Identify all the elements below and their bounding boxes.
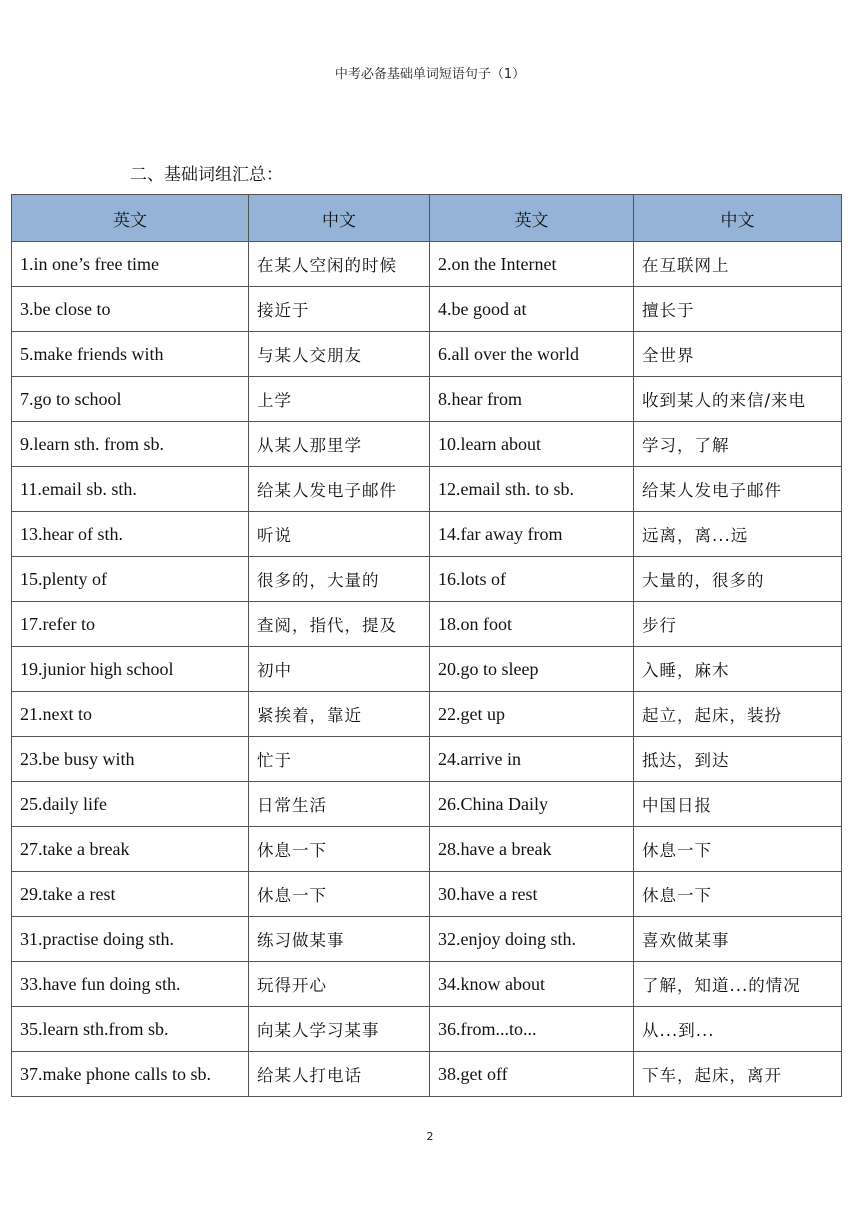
phrase-chinese: 向某人学习某事	[249, 1007, 430, 1052]
header-english-1: 英文	[12, 195, 249, 242]
phrase-chinese: 从...到...	[634, 1007, 842, 1052]
table-row	[12, 782, 842, 827]
phrase-chinese: 了解，知道...的情况	[634, 962, 842, 1007]
phrase-chinese: 休息一下	[249, 827, 430, 872]
table-row	[12, 962, 842, 1007]
table-row	[12, 557, 842, 602]
phrase-chinese: 紧挨着，靠近	[249, 692, 430, 737]
phrase-english: 25.daily life	[12, 782, 249, 827]
header-chinese-2: 中文	[634, 195, 842, 242]
phrase-chinese: 忙于	[249, 737, 430, 782]
phrase-chinese: 收到某人的来信/来电	[634, 377, 842, 422]
phrase-chinese: 休息一下	[634, 872, 842, 917]
phrase-chinese: 给某人发电子邮件	[249, 467, 430, 512]
phrase-english: 7.go to school	[12, 377, 249, 422]
phrase-english: 5.make friends with	[12, 332, 249, 377]
phrase-english: 11.email sb. sth.	[12, 467, 249, 512]
phrase-english: 20.go to sleep	[430, 647, 634, 692]
phrase-english: 4.be good at	[430, 287, 634, 332]
phrase-english: 24.arrive in	[430, 737, 634, 782]
phrase-chinese: 大量的，很多的	[634, 557, 842, 602]
phrase-chinese: 中国日报	[634, 782, 842, 827]
phrase-english: 13.hear of sth.	[12, 512, 249, 557]
phrase-english: 26.China Daily	[430, 782, 634, 827]
phrase-chinese: 听说	[249, 512, 430, 557]
phrase-english: 31.practise doing sth.	[12, 917, 249, 962]
table-row	[12, 602, 842, 647]
phrase-chinese: 入睡，麻木	[634, 647, 842, 692]
table-row	[12, 1007, 842, 1052]
phrase-chinese: 日常生活	[249, 782, 430, 827]
phrase-english: 27.take a break	[12, 827, 249, 872]
phrase-english: 19.junior high school	[12, 647, 249, 692]
phrase-chinese: 与某人交朋友	[249, 332, 430, 377]
phrase-english: 9.learn sth. from sb.	[12, 422, 249, 467]
phrase-english: 38.get off	[430, 1052, 634, 1097]
vocabulary-table	[11, 194, 842, 1097]
phrase-chinese: 步行	[634, 602, 842, 647]
phrase-english: 17.refer to	[12, 602, 249, 647]
phrase-english: 22.get up	[430, 692, 634, 737]
phrase-chinese: 喜欢做某事	[634, 917, 842, 962]
table-row	[12, 827, 842, 872]
phrase-english: 16.lots of	[430, 557, 634, 602]
phrase-english: 3.be close to	[12, 287, 249, 332]
table-row	[12, 512, 842, 557]
phrase-english: 2.on the Internet	[430, 242, 634, 287]
phrase-chinese: 远离，离...远	[634, 512, 842, 557]
phrase-english: 37.make phone calls to sb.	[12, 1052, 249, 1097]
phrase-chinese: 休息一下	[249, 872, 430, 917]
phrase-english: 32.enjoy doing sth.	[430, 917, 634, 962]
phrase-english: 29.take a rest	[12, 872, 249, 917]
phrase-chinese: 给某人打电话	[249, 1052, 430, 1097]
phrase-english: 33.have fun doing sth.	[12, 962, 249, 1007]
table-row	[12, 242, 842, 287]
phrase-english: 6.all over the world	[430, 332, 634, 377]
table-row	[12, 377, 842, 422]
phrase-english: 35.learn sth.from sb.	[12, 1007, 249, 1052]
table-row	[12, 1052, 842, 1097]
phrase-chinese: 抵达，到达	[634, 737, 842, 782]
phrase-english: 10.learn about	[430, 422, 634, 467]
phrase-english: 21.next to	[12, 692, 249, 737]
phrase-chinese: 从某人那里学	[249, 422, 430, 467]
table-row	[12, 647, 842, 692]
phrase-chinese: 接近于	[249, 287, 430, 332]
header-chinese-1: 中文	[249, 195, 430, 242]
phrase-chinese: 休息一下	[634, 827, 842, 872]
phrase-english: 12.email sth. to sb.	[430, 467, 634, 512]
phrase-chinese: 下车，起床，离开	[634, 1052, 842, 1097]
phrase-chinese: 查阅，指代，提及	[249, 602, 430, 647]
phrase-chinese: 学习，了解	[634, 422, 842, 467]
table-row	[12, 872, 842, 917]
phrase-english: 34.know about	[430, 962, 634, 1007]
section-title: 二、基础词组汇总：	[130, 165, 283, 185]
phrase-chinese: 给某人发电子邮件	[634, 467, 842, 512]
phrase-chinese: 起立，起床，装扮	[634, 692, 842, 737]
table-body	[12, 242, 842, 1097]
phrase-chinese: 初中	[249, 647, 430, 692]
phrase-chinese: 玩得开心	[249, 962, 430, 1007]
phrase-chinese: 很多的，大量的	[249, 557, 430, 602]
table-row	[12, 917, 842, 962]
phrase-english: 1.in one’s free time	[12, 242, 249, 287]
phrase-chinese: 全世界	[634, 332, 842, 377]
phrase-english: 30.have a rest	[430, 872, 634, 917]
phrase-english: 23.be busy with	[12, 737, 249, 782]
phrase-english: 36.from...to...	[430, 1007, 634, 1052]
table-row	[12, 692, 842, 737]
table-row	[12, 332, 842, 377]
table-row	[12, 422, 842, 467]
phrase-chinese: 擅长于	[634, 287, 842, 332]
table-row	[12, 467, 842, 512]
phrase-english: 28.have a break	[430, 827, 634, 872]
table-row	[12, 287, 842, 332]
phrase-english: 15.plenty of	[12, 557, 249, 602]
phrase-chinese: 在某人空闲的时候	[249, 242, 430, 287]
phrase-chinese: 上学	[249, 377, 430, 422]
page-number: 2	[426, 1130, 434, 1143]
phrase-english: 18.on foot	[430, 602, 634, 647]
phrase-chinese: 练习做某事	[249, 917, 430, 962]
phrase-chinese: 在互联网上	[634, 242, 842, 287]
phrase-english: 14.far away from	[430, 512, 634, 557]
table-header-row	[12, 195, 842, 242]
header-english-2: 英文	[430, 195, 634, 242]
table-row	[12, 737, 842, 782]
page-header: 中考必备基础单词短语句子（1）	[334, 67, 526, 82]
phrase-english: 8.hear from	[430, 377, 634, 422]
